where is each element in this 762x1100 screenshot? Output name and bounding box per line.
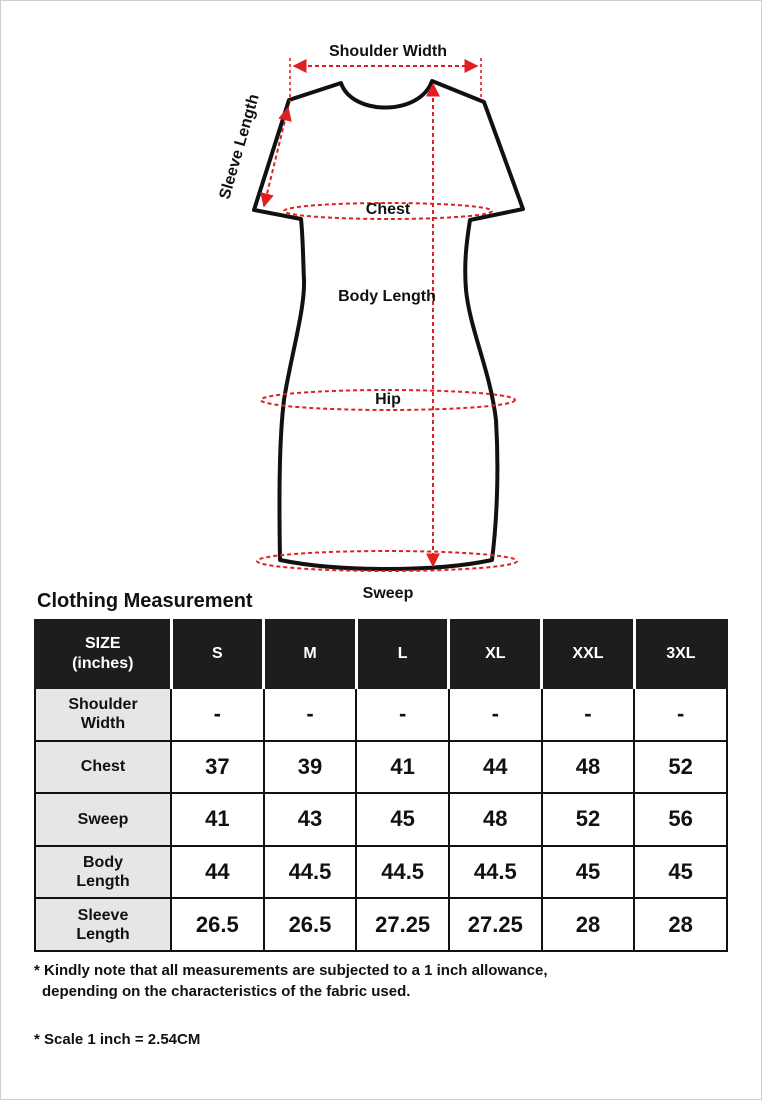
size-header-m: M [264,620,357,688]
table-cell: - [634,688,727,741]
table-row [35,688,727,741]
size-header-line2: (inches) [72,655,134,672]
allowance-note-line1: * Kindly note that all measurements are subjected to a 1 inch allowance, [34,962,548,979]
row-label-shoulder-width: Shoulder Width [35,688,171,741]
table-cell: - [449,688,542,741]
size-chart-table [34,619,728,952]
table-row [35,793,727,846]
row-label-chest: Chest [35,741,171,794]
shoulder-width-label: Shoulder Width [328,43,448,60]
table-cell: 28 [634,898,727,951]
table-cell: 41 [356,741,449,794]
table-cell: 28 [542,898,635,951]
table-row [35,846,727,899]
row-label-sweep: Sweep [35,793,171,846]
header-row [35,620,727,688]
table-cell: 52 [542,793,635,846]
table-row [35,741,727,794]
size-header-l: L [356,620,449,688]
table-cell: - [356,688,449,741]
table-cell: - [171,688,264,741]
body-length-label: Body Length [338,288,436,305]
table-row [35,898,727,951]
size-header-line1: SIZE [84,635,121,652]
table-cell: 41 [171,793,264,846]
table-cell: 45 [542,846,635,899]
table-cell: - [264,688,357,741]
dress-outline [254,81,523,569]
sleeve-length-label: Sleeve Length [216,92,263,202]
table-cell: 48 [449,793,542,846]
table-title: Clothing Measurement [37,590,253,612]
size-header-xl: XL [449,620,542,688]
table-cell: 39 [264,741,357,794]
size-header-s: S [171,620,264,688]
table-cell: 52 [634,741,727,794]
row-label-sleeve-length: Sleeve Length [35,898,171,951]
table-cell: - [542,688,635,741]
table-cell: 43 [264,793,357,846]
scale-note: * Scale 1 inch = 2.54CM [34,1031,201,1048]
allowance-note [34,960,548,1002]
table-cell: 45 [634,846,727,899]
row-label-body-length: Body Length [35,846,171,899]
chest-label: Chest [365,201,411,218]
table-cell: 44.5 [264,846,357,899]
table-cell: 44.5 [356,846,449,899]
hip-label: Hip [375,391,401,408]
table-cell: 26.5 [171,898,264,951]
table-cell: 27.25 [356,898,449,951]
table-cell: 26.5 [264,898,357,951]
table-cell: 56 [634,793,727,846]
size-unit-header [35,620,171,688]
table-cell: 37 [171,741,264,794]
size-header-xxl: XXL [542,620,635,688]
allowance-note-line2: depending on the characteristics of the fabric used. [42,983,411,1000]
table-cell: 48 [542,741,635,794]
table-cell: 27.25 [449,898,542,951]
table-cell: 44.5 [449,846,542,899]
table-cell: 44 [171,846,264,899]
sweep-label: Sweep [362,585,414,602]
size-header-3xl: 3XL [634,620,727,688]
table-cell: 45 [356,793,449,846]
table-cell: 44 [449,741,542,794]
